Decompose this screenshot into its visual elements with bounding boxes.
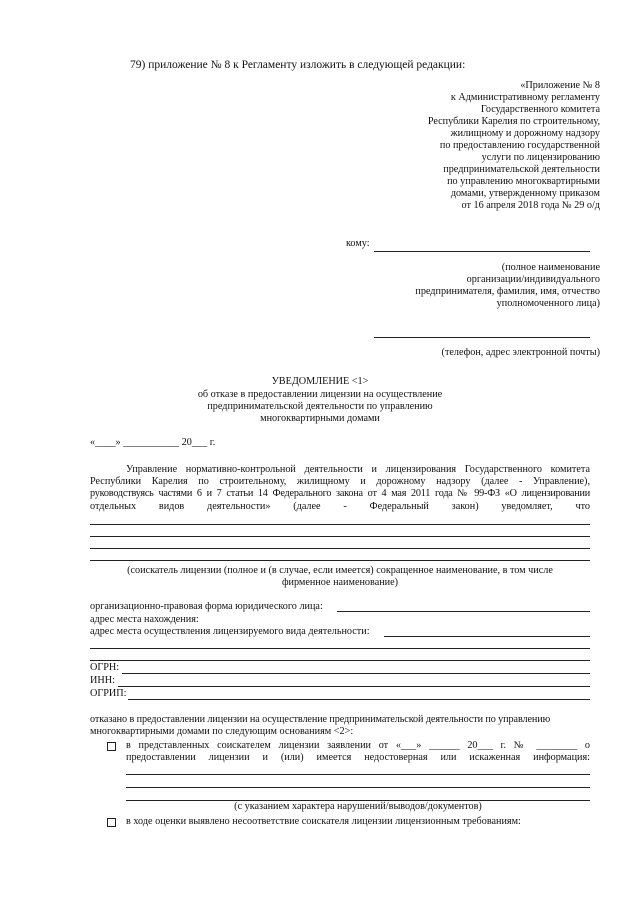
appendix-line: Республики Карелия по строительному, (427, 116, 600, 127)
fill-line[interactable] (90, 524, 590, 525)
heading: 79) приложение № 8 к Регламенту изложить в следующей редакции: (130, 59, 466, 71)
reason1-text: в представленных соискателем лицензии заявлении от «___» ______ 20___ г. № ________ о (126, 740, 590, 751)
refusal-text: многоквартирными домами по следующим основаниям <2>: (90, 726, 354, 737)
contact-line[interactable] (374, 337, 590, 338)
body-line: отдельных видов деятельности» (далее - Федеральный закон) уведомляет, что (90, 501, 590, 512)
applicant-hint: фирменное наименование) (281, 577, 399, 588)
activity-address-label: адрес места осуществления лицензируемого вида деятельности: (90, 626, 370, 637)
recipient-hint (340, 262, 600, 310)
reason2-text: в ходе оценки выявлено несоответствие соискателя лицензии лицензионным требованиям: (126, 816, 521, 827)
violations-hint: (с указанием характера нарушений/выводов/документов) (234, 801, 482, 812)
hint-line: организации/индивидуального (466, 274, 600, 285)
appendix-line: «Приложение № 8 (520, 80, 600, 91)
appendix-line: предпринимательской деятельности (443, 164, 600, 175)
fill-line[interactable] (90, 548, 590, 549)
recipient-line[interactable] (374, 251, 590, 252)
fill-line[interactable] (90, 560, 590, 561)
to-label: кому: (346, 238, 370, 249)
notice-subtitle: многоквартирными домами (260, 413, 380, 424)
body-line: Республики Карелия по строительному, жилищному и дорожному надзору (далее - Управление), (90, 476, 590, 487)
fill-line[interactable] (126, 774, 590, 775)
contact-hint: (телефон, адрес электронной почты) (441, 347, 600, 358)
notice-subtitle: предпринимательской деятельности по управлению (207, 401, 433, 412)
ogrn-field[interactable] (122, 673, 590, 674)
legal-form-field[interactable] (337, 611, 590, 612)
fill-line[interactable] (90, 660, 590, 661)
appendix-line: к Административному регламенту (450, 92, 600, 103)
ogrn-label: ОГРН: (90, 662, 120, 673)
reason1-checkbox[interactable] (107, 742, 116, 751)
body-line: Управление нормативно-контрольной деятельности и лицензирования Государственного комитета (126, 464, 590, 475)
appendix-line: по управлению многоквартирными (447, 176, 600, 187)
ogrip-label: ОГРИП: (90, 688, 127, 699)
appendix-line: услуги по лицензированию (481, 152, 600, 163)
legal-form-label: организационно-правовая форма юридического лица: (90, 601, 323, 612)
inn-label: ИНН: (90, 675, 115, 686)
date-line[interactable]: «____» ___________ 20___ г. (90, 437, 216, 448)
refusal-text: отказано в предоставлении лицензии на осуществление предпринимательской деятельности по управлению (90, 714, 551, 725)
reason2-checkbox[interactable] (107, 818, 116, 827)
appendix-block (340, 80, 600, 212)
hint-line: предпринимателя, фамилия, имя, отчество (415, 286, 600, 297)
notice-subtitle: об отказе в предоставлении лицензии на осуществление (197, 389, 443, 400)
fill-line[interactable] (126, 787, 590, 788)
appendix-line: жилищному и дорожному надзору (450, 128, 600, 139)
appendix-line: Государственного комитета (480, 104, 600, 115)
appendix-line: от 16 апреля 2018 года № 29 о/д (461, 200, 600, 211)
fill-line[interactable] (90, 648, 590, 649)
activity-address-field[interactable] (384, 636, 590, 637)
fill-line[interactable] (90, 536, 590, 537)
reason1-text: предоставлении лицензии и (или) имеется недостоверная или искаженная информация: (126, 752, 590, 763)
location-label: адрес места нахождения: (90, 614, 199, 625)
notice-title: УВЕДОМЛЕНИЕ <1> (271, 376, 369, 387)
appendix-line: домами, утвержденному приказом (450, 188, 600, 199)
hint-line: (полное наименование (501, 262, 600, 273)
inn-field[interactable] (118, 686, 590, 687)
ogrip-field[interactable] (128, 699, 590, 700)
applicant-hint: (соискатель лицензии (полное и (в случае, если имеется) сокращенное наименование, в том числе (127, 565, 553, 576)
body-line: руководствуясь частями 6 и 7 статьи 14 Федерального закона от 4 мая 2011 года № 99-ФЗ «О лицензировании (90, 488, 590, 499)
hint-line: уполномоченного лица) (496, 298, 600, 309)
appendix-line: по предоставлению государственной (439, 140, 600, 151)
